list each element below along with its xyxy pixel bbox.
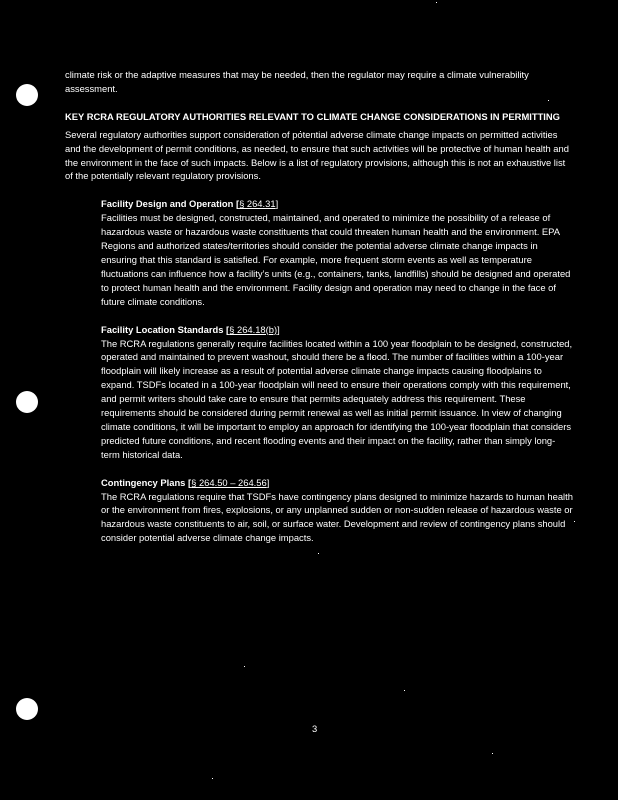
- section-header: Facility Design and Operation [§ 264.31]: [101, 198, 279, 210]
- document-page: [65, 68, 573, 545]
- scan-speck: [212, 778, 213, 779]
- punch-hole-middle: [16, 391, 38, 413]
- scan-speck: [492, 753, 493, 754]
- scan-speck: [436, 2, 437, 3]
- section-facility-location: [101, 323, 573, 462]
- section-body: The RCRA regulations generally require facilities located within a 100 year floodplain to be designed, constructed, operated and maintained to prevent washout, should there be a flood. The number of facilities within a 100-year floodplain will likely increase as a result of potential adverse climate change impacts causing floodplains to expand. TSDFs located in a 100-year floodplain will need to ensure their operations comply with this requirement, and permit writers should take care to ensure that permits adequately address this requirement. These requirements should be considered during permit renewal as well as initial permit issuance. In view of changing climate conditions, it will be important to employ an approach for identifying the 100-year floodplain that considers predicted future conditions, and recent flooding events and their impact on the facility, rather than simply long-term historical data.: [101, 337, 573, 460]
- continuation-paragraph: climate risk or the adaptive measures that may be needed, then the regulator may require a climate vulnerability assessment.: [65, 69, 529, 94]
- scan-speck: [574, 521, 575, 522]
- punch-hole-top: [16, 84, 38, 106]
- section-contingency-plans: [101, 476, 573, 546]
- section-title: Facility Design and Operation: [101, 198, 234, 210]
- regulation-citation-link[interactable]: § 264.50 – 264.56: [191, 476, 267, 488]
- regulation-citation-link[interactable]: § 264.31: [239, 198, 276, 210]
- section-header: Facility Location Standards [§ 264.18(b)]: [101, 323, 280, 335]
- scan-speck: [318, 553, 319, 554]
- section-body: Facilities must be designed, constructed, maintained, and operated to minimize the possibility of a release of hazardous waste or hazardous waste constituents that could threaten human health and the environment. EPA Regions and authorized states/territories should consider the potential adverse climate change impacts in ensuring that this standard is satisfied. For example, more frequent storm events as well as temperature fluctuations can influence how a facility’s units (e.g., containers, tanks, landfills) should be designed and operated to protect human health and the environment. Facility design and operation may need to change in the face of future climate conditions.: [101, 212, 571, 307]
- scan-speck: [404, 690, 405, 691]
- section-header: Contingency Plans [§ 264.50 – 264.56]: [101, 476, 270, 488]
- scan-speck: [244, 666, 245, 667]
- regulation-citation-link[interactable]: § 264.18(b): [229, 323, 278, 335]
- section-title: Contingency Plans: [101, 476, 186, 488]
- page-number: 3: [312, 723, 318, 734]
- intro-paragraph: Several regulatory authorities support consideration of potential adverse climate change impacts on permitted activities and the development of permit conditions, as needed, to ensure that such activities will be protective of human health and the environment in the face of such impacts. Below is a list of regulatory provisions, although this is not an exhaustive list of the potentially relevant regulatory provisions.: [65, 128, 569, 182]
- section-facility-design: [101, 197, 573, 308]
- section-heading: KEY RCRA REGULATORY AUTHORITIES RELEVANT TO CLIMATE CHANGE CONSIDERATIONS IN PERMITTING: [65, 110, 560, 122]
- section-title: Facility Location Standards: [101, 323, 224, 335]
- section-body: The RCRA regulations require that TSDFs have contingency plans designed to minimize hazards to human health or the environment from fires, explosions, or any unplanned sudden or non-sudden release of hazardous waste or hazardous waste constituents to air, soil, or surface water. Development and review of contingency plans should consider potential adverse climate change impacts.: [101, 490, 573, 544]
- punch-hole-bottom: [16, 698, 38, 720]
